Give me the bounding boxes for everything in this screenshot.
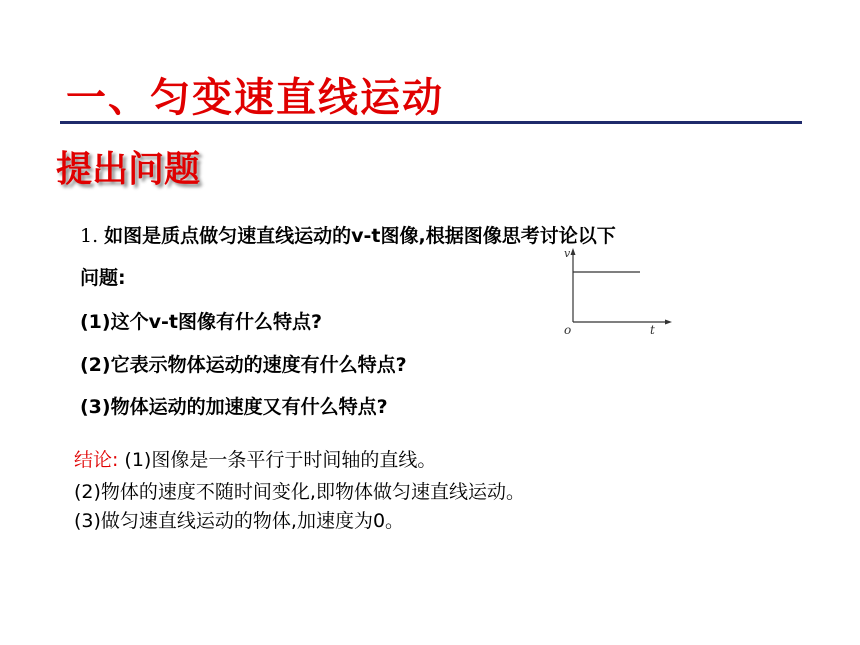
question-line-2: 问题: (80, 267, 126, 289)
conclusion-text-1: (1)图像是一条平行于时间轴的直线。 (124, 449, 437, 471)
title-divider (60, 121, 802, 124)
sub-question-2: (2)它表示物体运动的速度有什么特点? (80, 354, 407, 376)
sub-question-1: (1)这个v-t图像有什么特点? (80, 311, 322, 333)
section-title: 提出问题 (56, 149, 201, 190)
origin-label: o (564, 323, 572, 337)
conclusion-line-1 (74, 445, 436, 472)
conclusion-line-2: (2)物体的速度不随时间变化,即物体做匀速直线运动。 (74, 481, 525, 503)
sub-question-3: (3)物体运动的加速度又有什么特点? (80, 396, 388, 418)
x-axis-label: t (650, 323, 655, 337)
x-axis-arrow (665, 320, 672, 325)
conclusion-label: 结论: (74, 449, 119, 471)
question-line-1 (80, 221, 616, 248)
question-text-1: 如图是质点做匀速直线运动的v-t图像,根据图像思考讨论以下 (104, 225, 616, 247)
y-axis-label: v (564, 247, 571, 260)
conclusion-line-3: (3)做匀速直线运动的物体,加速度为0。 (74, 510, 405, 532)
v-t-graph (550, 240, 680, 340)
slide-title: 一、匀变速直线运动 (66, 75, 444, 121)
y-axis-arrow (571, 248, 576, 255)
question-number: 1. (80, 225, 99, 247)
